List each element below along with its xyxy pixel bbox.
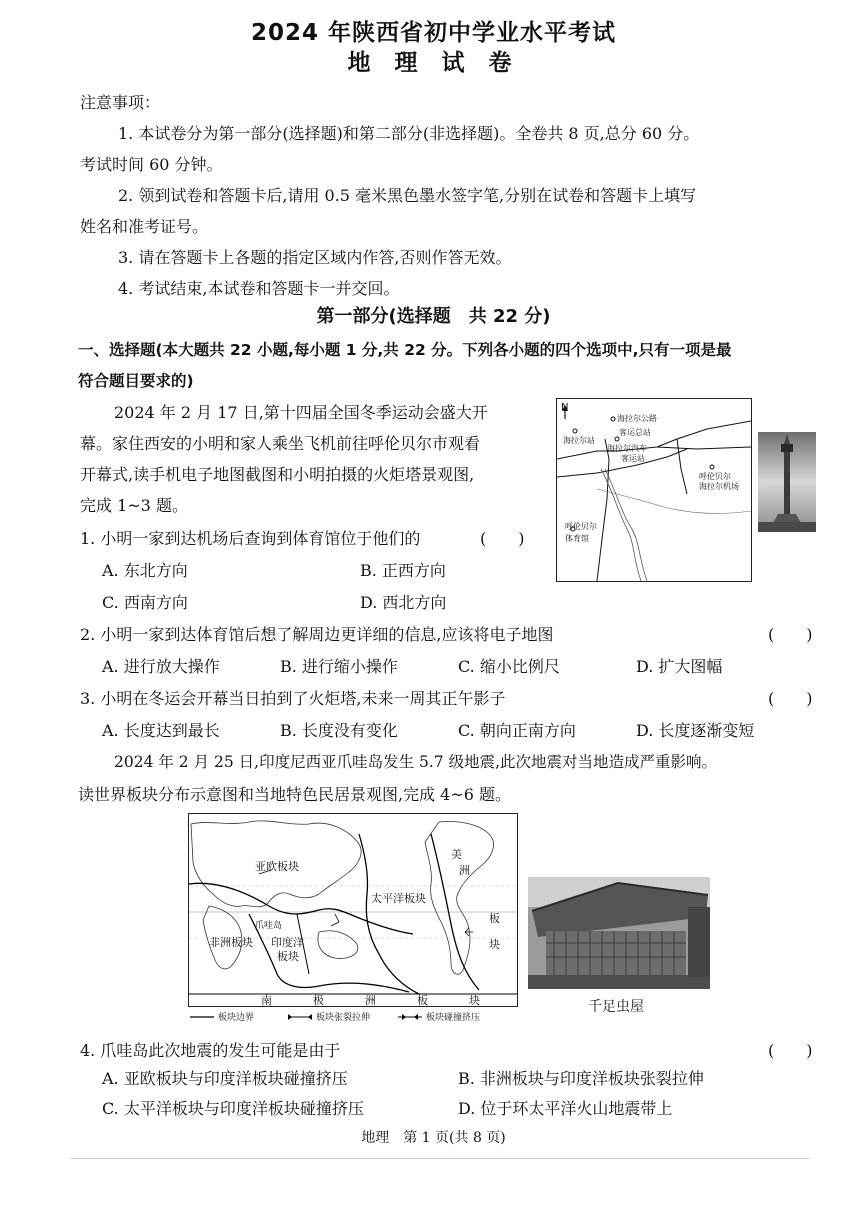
map-label-bus-2: 客运站 bbox=[621, 454, 645, 463]
q2-option-d[interactable]: D. 扩大图幅 bbox=[636, 657, 723, 676]
page-footer: 地理 第 1 页(共 8 页) bbox=[361, 1130, 506, 1146]
label-pacific-plate: 太平洋板块 bbox=[371, 892, 426, 905]
q4-option-d[interactable]: D. 位于环太平洋火山地震带上 bbox=[458, 1099, 673, 1118]
notice-item-2: 2. 领到试卷和答题卡后,请用 0.5 毫米黑色墨水签字笔,分别在试卷和答题卡上填写 bbox=[118, 186, 697, 205]
question-4: 4. 爪哇岛此次地震的发生可能是由于 bbox=[80, 1041, 341, 1060]
q1-option-a[interactable]: A. 东北方向 bbox=[102, 561, 188, 580]
city-map bbox=[556, 398, 752, 582]
map-label-airport-2: 海拉尔机场 bbox=[699, 482, 739, 491]
q4-option-b[interactable]: B. 非洲板块与印度洋板块张裂拉伸 bbox=[458, 1069, 704, 1088]
map-label-road: 海拉尔公路 bbox=[617, 414, 657, 423]
notice-item-1: 1. 本试卷分为第一部分(选择题)和第二部分(非选择题)。全卷共 8 页,总分 60 分。 bbox=[118, 124, 700, 143]
label-antarctic-4: 板 bbox=[417, 994, 428, 1007]
house-drawing bbox=[528, 877, 710, 989]
passage-2-line-2: 读世界板块分布示意图和当地特色民居景观图,完成 4~6 题。 bbox=[78, 785, 512, 804]
plate-map bbox=[188, 813, 518, 1007]
torch-tower-drawing bbox=[758, 432, 816, 532]
question-3-answer-blank[interactable]: ( ) bbox=[768, 689, 813, 708]
q2-option-c[interactable]: C. 缩小比例尺 bbox=[458, 657, 560, 676]
legend-rift: 板块张裂拉伸 bbox=[316, 1013, 371, 1023]
question-4-answer-blank[interactable]: ( ) bbox=[768, 1041, 813, 1060]
label-indian-plate-1: 印度洋 bbox=[271, 936, 304, 949]
notice-item-3: 3. 请在答题卡上各题的指定区域内作答,否则作答无效。 bbox=[118, 248, 512, 267]
exam-title: 2024 年陕西省初中学业水平考试 bbox=[250, 20, 617, 46]
notice-heading: 注意事项： bbox=[80, 93, 161, 112]
label-plate-2: 块 bbox=[489, 938, 500, 951]
map-label-gym-2: 体育馆 bbox=[565, 534, 589, 543]
q3-option-c[interactable]: C. 朝向正南方向 bbox=[458, 721, 576, 740]
passage-1-line-2: 幕。家住西安的小明和家人乘坐飞机前往呼伦贝尔市观看 bbox=[80, 434, 481, 453]
q1-option-c[interactable]: C. 西南方向 bbox=[102, 593, 188, 612]
map-label-airport-1: 呼伦贝尔 bbox=[699, 472, 731, 481]
section-title: 第一部分(选择题 共 22 分) bbox=[316, 306, 551, 327]
passage-2-line-1: 2024 年 2 月 25 日,印度尼西亚爪哇岛发生 5.7 级地震,此次地震对当地造成严重影响。 bbox=[114, 753, 718, 771]
q1-option-b[interactable]: B. 正西方向 bbox=[360, 561, 446, 580]
passage-1-line-4: 完成 1~3 题。 bbox=[80, 496, 188, 515]
q2-option-a[interactable]: A. 进行放大操作 bbox=[102, 657, 220, 676]
label-antarctic-5: 块 bbox=[469, 994, 480, 1007]
section-instructions: 一、选择题(本大题共 22 小题,每小题 1 分,共 22 分。下列各小题的四个选项中,只有一项是最 bbox=[78, 341, 732, 359]
q1-option-d[interactable]: D. 西北方向 bbox=[360, 593, 447, 612]
north-arrow-icon: N bbox=[561, 402, 569, 413]
map-label-bus-1: 海拉尔汽车 bbox=[607, 444, 647, 453]
millipede-house-photo bbox=[528, 877, 710, 989]
question-1: 1. 小明一家到达机场后查询到体育馆位于他们的 bbox=[80, 529, 421, 548]
question-2-answer-blank[interactable]: ( ) bbox=[768, 625, 813, 644]
label-america-2: 洲 bbox=[459, 864, 470, 877]
q3-option-d[interactable]: D. 长度逐渐变短 bbox=[636, 721, 755, 740]
notice-item-4: 4. 考试结束,本试卷和答题卡一并交回。 bbox=[118, 279, 400, 298]
passage-1-line-3: 开幕式,读手机电子地图截图和小明拍摄的火炬塔景观图, bbox=[80, 465, 475, 484]
label-antarctic-1: 南 bbox=[261, 994, 272, 1007]
q4-option-a[interactable]: A. 亚欧板块与印度洋板块碰撞挤压 bbox=[102, 1069, 348, 1088]
label-antarctic-3: 洲 bbox=[365, 994, 376, 1007]
map-label-road-2: 客运总站 bbox=[619, 428, 651, 437]
notice-item-1-cont: 考试时间 60 分钟。 bbox=[80, 155, 223, 174]
section-instructions-cont: 符合题目要求的) bbox=[78, 372, 194, 390]
passage-1-line-1: 2024 年 2 月 17 日,第十四届全国冬季运动会盛大开 bbox=[114, 403, 488, 422]
label-plate-1: 板 bbox=[489, 912, 500, 925]
question-2: 2. 小明一家到达体育馆后想了解周边更详细的信息,应该将电子地图 bbox=[80, 625, 554, 644]
exam-subtitle: 地 理 试 卷 bbox=[347, 50, 520, 76]
label-african-plate: 非洲板块 bbox=[209, 936, 253, 949]
label-america-1: 美 bbox=[451, 848, 462, 861]
q3-option-b[interactable]: B. 长度没有变化 bbox=[280, 721, 398, 740]
map-label-station: 海拉尔站 bbox=[563, 436, 595, 445]
label-java-island: 爪哇岛 bbox=[255, 921, 283, 931]
label-antarctic-2: 极 bbox=[313, 994, 324, 1007]
question-1-answer-blank[interactable]: ( ) bbox=[480, 529, 525, 548]
label-indian-plate-2: 板块 bbox=[277, 950, 299, 963]
legend-collide: 板块碰撞挤压 bbox=[426, 1013, 481, 1023]
question-3: 3. 小明在冬运会开幕当日拍到了火炬塔,未来一周其正午影子 bbox=[80, 689, 506, 708]
plate-map-drawing bbox=[189, 814, 517, 1006]
q2-option-b[interactable]: B. 进行缩小操作 bbox=[280, 657, 398, 676]
map-label-gym-1: 呼伦贝尔 bbox=[565, 522, 597, 531]
q4-option-c[interactable]: C. 太平洋板块与印度洋板块碰撞挤压 bbox=[102, 1099, 364, 1118]
torch-tower-photo bbox=[758, 432, 816, 532]
q3-option-a[interactable]: A. 长度达到最长 bbox=[102, 721, 220, 740]
legend-boundary: 板块边界 bbox=[218, 1013, 255, 1023]
footer-divider bbox=[70, 1158, 810, 1159]
label-eurasian-plate: 亚欧板块 bbox=[255, 860, 299, 873]
house-photo-caption: 千足虫屋 bbox=[588, 999, 644, 1015]
notice-item-2-cont: 姓名和准考证号。 bbox=[80, 217, 209, 236]
